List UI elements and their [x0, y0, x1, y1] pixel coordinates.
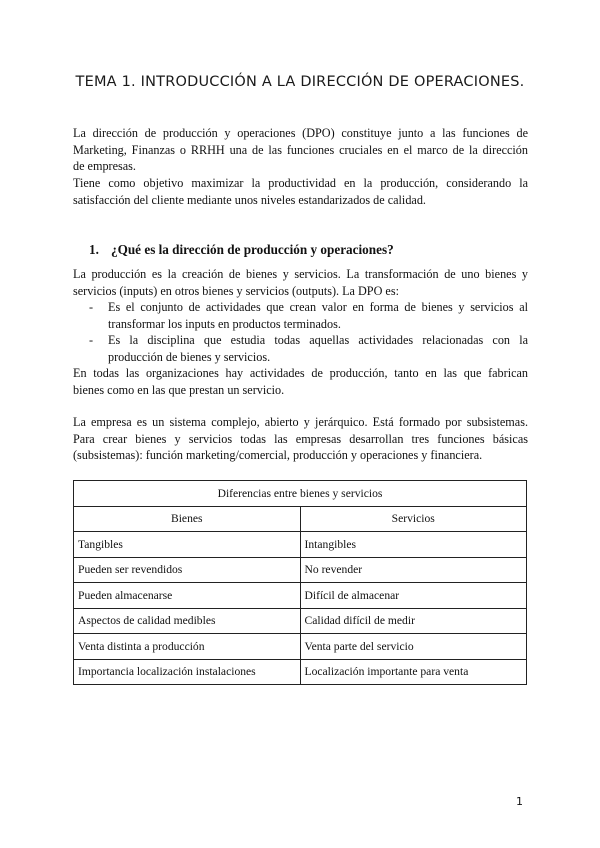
table-row: [74, 608, 527, 634]
table-row: [74, 557, 527, 583]
table-cell: No revender: [300, 557, 527, 583]
page-title: TEMA 1. INTRODUCCIÓN A LA DIRECCIÓN DE OPERACIONES.: [75, 74, 525, 90]
text-line: La producción es la creación de bienes y servicios. La transformación de uno bienes y: [73, 267, 528, 281]
table-cell: Difícil de almacenar: [300, 583, 527, 609]
table-cell: Aspectos de calidad medibles: [74, 608, 301, 634]
text-line: Es el conjunto de actividades que crean valor en forma de bienes y servicios al: [108, 300, 528, 314]
list-item: [73, 299, 528, 332]
section-title: ¿Qué es la dirección de producción y operaciones?: [111, 242, 394, 257]
bullet-dash: -: [89, 333, 94, 348]
intro-paragraph-1: [73, 125, 528, 175]
table-cell: Calidad difícil de medir: [300, 608, 527, 634]
section-paragraph-3: [73, 414, 528, 464]
table-cell: Tangibles: [74, 532, 301, 558]
column-header-servicios: Servicios: [300, 506, 527, 532]
text-line: producción de bienes y servicios.: [108, 349, 271, 364]
text-line: transformar los inputs en productos terminados.: [108, 316, 341, 331]
text-line: servicios (inputs) en otros bienes y servicios (outputs). La DPO es:: [73, 283, 399, 298]
bullet-dash: -: [89, 300, 94, 314]
text-line: Marketing, Finanzas o RRHH una de las funciones cruciales en el marco de la dirección: [73, 142, 528, 157]
section-paragraph-2: [73, 365, 528, 398]
table-caption: Diferencias entre bienes y servicios: [74, 481, 527, 507]
table-cell: Pueden almacenarse: [74, 583, 301, 609]
text-line: La dirección de producción y operaciones (DPO) constituye junto a las funciones de: [73, 126, 528, 140]
table-row: [74, 583, 527, 609]
table-row: [74, 634, 527, 660]
text-line: Es la disciplina que estudia todas aquellas actividades relacionadas con la: [108, 333, 528, 348]
table-cell: Venta distinta a producción: [74, 634, 301, 660]
table-row: [74, 659, 527, 685]
table-cell: Localización importante para venta: [300, 659, 527, 685]
page-number: 1: [516, 795, 523, 808]
table-cell: Venta parte del servicio: [300, 634, 527, 660]
text-line: de empresas.: [73, 159, 136, 174]
column-header-bienes: Bienes: [74, 506, 301, 532]
intro-paragraph-2: [73, 175, 528, 208]
table-header-row: [74, 506, 527, 532]
list-item: [73, 332, 528, 365]
section-number: 1.: [89, 242, 99, 257]
table-cell: Pueden ser revendidos: [74, 557, 301, 583]
section-paragraph-1: [73, 266, 528, 299]
text-line: La empresa es un sistema complejo, abierto y jerárquico. Está formado por subsistemas.: [73, 415, 528, 429]
table-cell: Intangibles: [300, 532, 527, 558]
text-line: satisfacción del cliente mediante unos niveles estandarizados de calidad.: [73, 192, 426, 207]
text-line: bienes como en las que prestan un servicio.: [73, 382, 285, 397]
section-heading: [89, 242, 394, 258]
text-line: (subsistemas): función marketing/comercial, producción y operaciones y financiera.: [73, 448, 483, 463]
table-cell: Importancia localización instalaciones: [74, 659, 301, 685]
text-line: Para crear bienes y servicios todas las empresas desarrollan tres funciones básicas: [73, 431, 528, 446]
table-row: [74, 532, 527, 558]
bullet-list: [73, 299, 528, 365]
text-line: En todas las organizaciones hay actividades de producción, tanto en las que fabrican: [73, 366, 528, 380]
text-line: Tiene como objetivo maximizar la productividad en la producción, considerando la: [73, 176, 528, 190]
comparison-table: [73, 480, 527, 685]
table-caption-row: [74, 481, 527, 507]
